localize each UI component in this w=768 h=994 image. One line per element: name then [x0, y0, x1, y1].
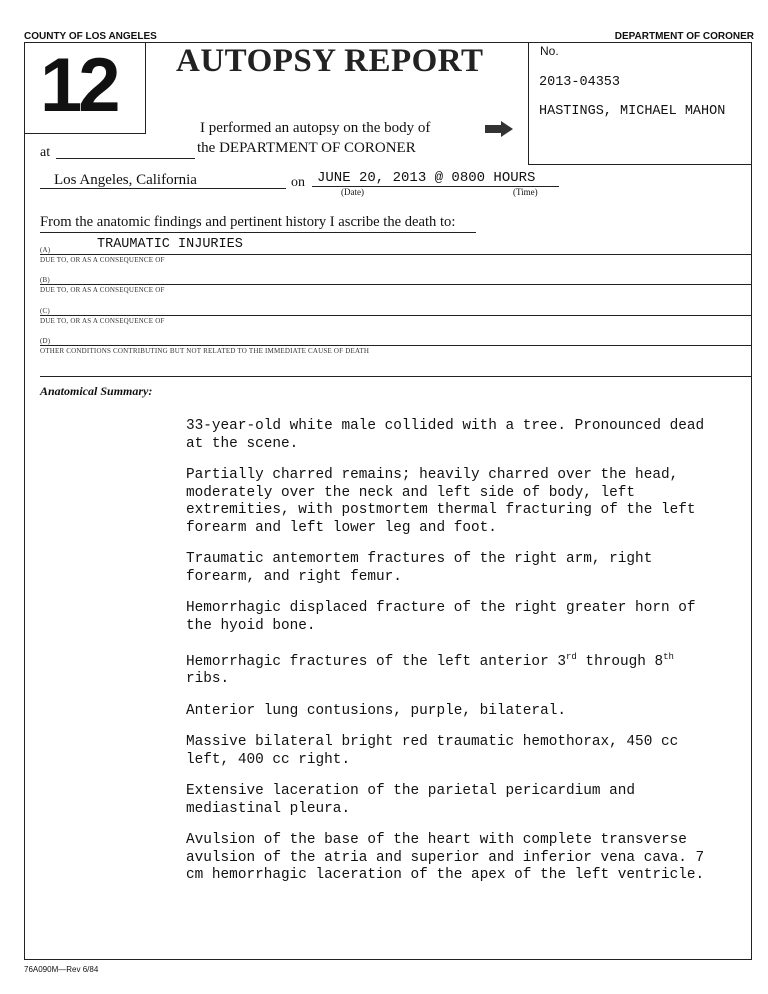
- superscript: rd: [565, 652, 577, 662]
- department-label: DEPARTMENT OF CORONER: [614, 31, 754, 42]
- time-caption: (Time): [513, 187, 538, 197]
- on-label: on: [291, 175, 305, 190]
- cause-a-due-to: DUE TO, OR AS A CONSEQUENCE OF: [40, 256, 165, 264]
- cause-heading: From the anatomic findings and pertinent history I ascribe the death to:: [40, 214, 456, 230]
- performed-line-2: the DEPARTMENT OF CORONER: [197, 140, 416, 156]
- anatomical-summary: [186, 418, 711, 899]
- cause-a-value: TRAUMATIC INJURIES: [97, 237, 243, 252]
- summary-text: ribs.: [186, 671, 230, 688]
- place-underline: [40, 188, 286, 189]
- cause-c-line: [40, 315, 751, 316]
- location-place: Los Angeles, California: [54, 172, 197, 188]
- summary-text: Hemorrhagic fractures of the left anterior 3: [186, 653, 566, 670]
- other-conditions-line: [40, 376, 751, 377]
- summary-paragraph: Anterior lung contusions, purple, bilateral.: [186, 702, 566, 719]
- cause-a-label: (A): [40, 246, 51, 254]
- cause-a-line: [40, 254, 751, 255]
- case-number: 2013-04353: [539, 75, 621, 90]
- cause-b-line: [40, 284, 751, 285]
- at-underline: [56, 158, 195, 159]
- cause-d-label: (D): [40, 337, 51, 345]
- arrow-right-icon: [485, 121, 513, 137]
- left-border: [24, 42, 25, 959]
- cause-b-due-to: DUE TO, OR AS A CONSEQUENCE OF: [40, 286, 165, 294]
- performed-line-1: I performed an autopsy on the body of: [200, 120, 431, 136]
- summary-paragraph: 33-year-old white male collided with a tree. Pronounced dead at the scene.: [186, 418, 705, 452]
- cause-heading-underline: [40, 232, 476, 233]
- summary-paragraph: Extensive laceration of the parietal pericardium and mediastinal pleura.: [186, 783, 636, 817]
- form-code: 76A090M—Rev 6/84: [24, 965, 99, 974]
- summary-paragraph: Partially charred remains; heavily charred over the head, moderately over the neck and left side of body, left extremities, with postmortem thermal fracturing of the left forearm and left lower leg and foot.: [186, 467, 696, 536]
- cause-d-line: [40, 345, 751, 346]
- decedent-name: HASTINGS, MICHAEL MAHON: [539, 104, 726, 119]
- superscript: th: [663, 652, 674, 662]
- summary-heading: Anatomical Summary:: [40, 384, 153, 398]
- bottom-border: [24, 959, 752, 960]
- cause-c-due-to: DUE TO, OR AS A CONSEQUENCE OF: [40, 317, 165, 325]
- right-border: [751, 42, 752, 959]
- cause-b-label: (B): [40, 276, 50, 284]
- cause-c-label: (C): [40, 307, 50, 315]
- summary-paragraph: Hemorrhagic displaced fracture of the right greater horn of the hyoid bone.: [186, 600, 696, 634]
- report-title: AUTOPSY REPORT: [176, 43, 484, 79]
- summary-paragraph: Avulsion of the base of the heart with complete transverse avulsion of the atria and superior and inferior vena cava. 7 cm hemorrhagic laceration of the apex of the left ventricle.: [186, 832, 705, 884]
- summary-paragraph: Traumatic antemortem fractures of the right arm, right forearm, and right femur.: [186, 551, 653, 585]
- date-time: JUNE 20, 2013 @ 0800 HOURS: [317, 170, 536, 186]
- county-label: COUNTY OF LOS ANGELES: [24, 31, 157, 42]
- at-label: at: [40, 145, 51, 160]
- record-no-label: No.: [540, 44, 559, 58]
- date-caption: (Date): [341, 187, 364, 197]
- summary-paragraph: [186, 649, 711, 689]
- summary-text: through 8: [576, 653, 664, 670]
- form-number: 12: [40, 43, 117, 128]
- other-conditions-label: OTHER CONDITIONS CONTRIBUTING BUT NOT RELATED TO THE IMMEDIATE CAUSE OF DEATH: [40, 347, 370, 355]
- summary-paragraph: Massive bilateral bright red traumatic hemothorax, 450 cc left, 400 cc right.: [186, 734, 679, 768]
